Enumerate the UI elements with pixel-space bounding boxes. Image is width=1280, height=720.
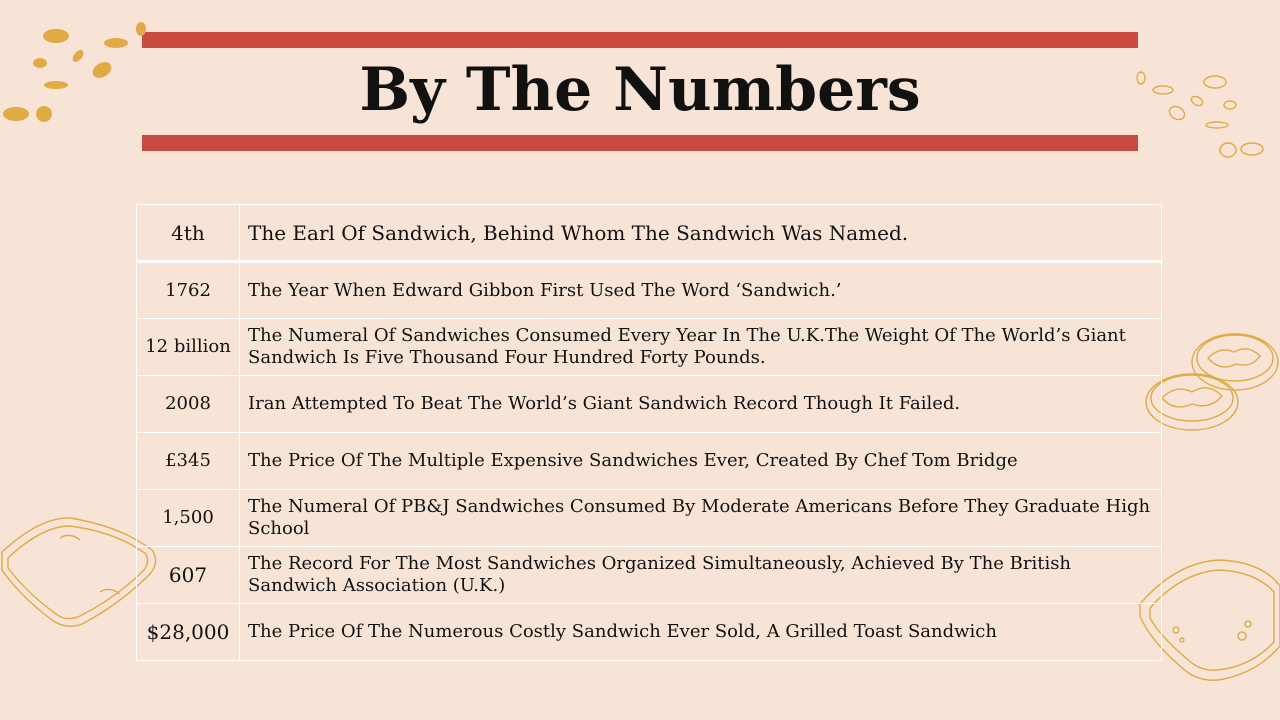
fact-text: The Price Of The Numerous Costly Sandwich Ever Sold, A Grilled Toast Sandwich	[240, 604, 1162, 661]
fact-number: 607	[137, 547, 240, 604]
seeds-doodle-top-left	[0, 15, 160, 130]
table-row	[137, 490, 1162, 547]
table-row	[137, 547, 1162, 604]
fact-text: The Earl Of Sandwich, Behind Whom The Sandwich Was Named.	[240, 205, 1162, 262]
fact-text: The Numeral Of PB&J Sandwiches Consumed By Moderate Americans Before They Graduate High School	[240, 490, 1162, 547]
title-bar-top	[142, 32, 1138, 48]
fact-number: $28,000	[137, 604, 240, 661]
fact-number: 4th	[137, 205, 240, 262]
table-row	[137, 376, 1162, 433]
seeds-outline-doodle-top-right	[1130, 65, 1280, 165]
table-row	[137, 433, 1162, 490]
table-row	[137, 604, 1162, 661]
table-row	[137, 262, 1162, 319]
fact-text: The Numeral Of Sandwiches Consumed Every Year In The U.K.The Weight Of The World’s Giant Sandwich Is Five Thousand Four Hundred Forty Pounds.	[240, 319, 1162, 376]
fact-text: Iran Attempted To Beat The World’s Giant Sandwich Record Though It Failed.	[240, 376, 1162, 433]
fact-number: 1762	[137, 262, 240, 319]
fact-number: £345	[137, 433, 240, 490]
fact-text: The Record For The Most Sandwiches Organized Simultaneously, Achieved By The British Sandwich Association (U.K.)	[240, 547, 1162, 604]
title-bar-bottom	[142, 135, 1138, 151]
fact-number: 2008	[137, 376, 240, 433]
fact-text: The Price Of The Multiple Expensive Sandwiches Ever, Created By Chef Tom Bridge	[240, 433, 1162, 490]
table-row	[137, 319, 1162, 376]
fact-number: 12 billion	[137, 319, 240, 376]
table-row	[137, 205, 1162, 262]
slide-title: By The Numbers	[359, 55, 921, 125]
facts-table	[136, 204, 1162, 661]
fact-text: The Year When Edward Gibbon First Used The Word ‘Sandwich.’	[240, 262, 1162, 319]
fact-number: 1,500	[137, 490, 240, 547]
